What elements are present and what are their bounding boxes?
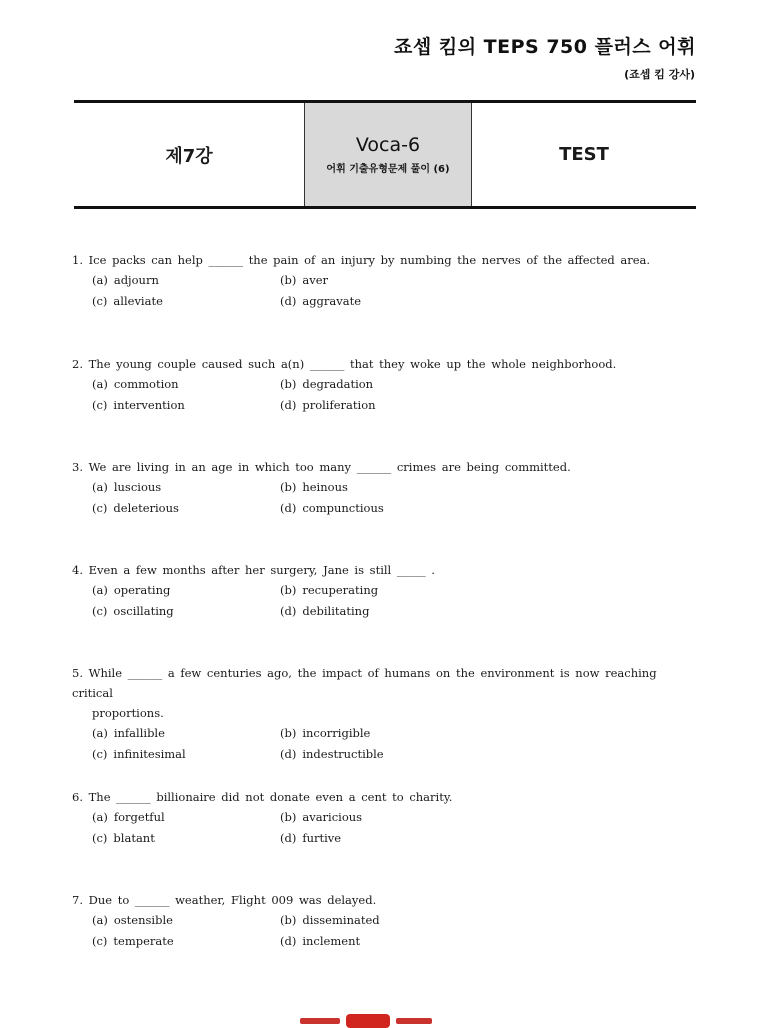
answer-option[interactable]: [92, 374, 280, 395]
voca-cell: [305, 103, 472, 206]
option-letter: (b): [280, 810, 297, 824]
question-item: [72, 890, 672, 952]
question-item: [72, 457, 672, 519]
option-text: forgetful: [113, 810, 165, 824]
answer-options: [72, 807, 672, 849]
answer-options: [72, 270, 672, 312]
footer-logo: [300, 1014, 470, 1028]
option-text: disseminated: [302, 913, 380, 927]
option-letter: (c): [92, 747, 108, 761]
answer-options: [72, 580, 672, 622]
option-text: adjourn: [113, 273, 159, 287]
answer-option[interactable]: [92, 580, 280, 601]
option-text: blatant: [113, 831, 155, 845]
answer-option[interactable]: [92, 395, 280, 416]
option-letter: (a): [92, 913, 108, 927]
option-text: proliferation: [302, 398, 376, 412]
option-letter: (c): [92, 604, 108, 618]
answer-option[interactable]: [92, 723, 280, 744]
question-stem: [72, 663, 672, 703]
answer-option[interactable]: [280, 498, 480, 519]
question-item: [72, 354, 672, 416]
question-number: 3.: [72, 460, 83, 474]
footer-logo-badge: [346, 1014, 390, 1028]
question-number: 4.: [72, 563, 83, 577]
question-text: While ______ a few centuries ago, the impact of humans on the environment is now reaching critical: [72, 666, 657, 700]
question-text: The young couple caused such a(n) ______ that they woke up the whole neighborhood.: [88, 357, 617, 371]
question-item: [72, 560, 672, 622]
answer-option[interactable]: [280, 270, 480, 291]
option-letter: (c): [92, 934, 108, 948]
lesson-number-cell: [74, 103, 305, 206]
option-letter: (d): [280, 604, 297, 618]
option-letter: (d): [280, 934, 297, 948]
option-text: intervention: [113, 398, 185, 412]
option-letter: (b): [280, 583, 297, 597]
option-text: operating: [113, 583, 171, 597]
option-text: temperate: [113, 934, 174, 948]
question-text: We are living in an age in which too many ______ crimes are being committed.: [88, 460, 571, 474]
answer-option[interactable]: [280, 828, 480, 849]
answer-option[interactable]: [280, 744, 480, 765]
question-item: [72, 787, 672, 849]
instructor-name: (죠셉 킴 강사): [624, 68, 695, 81]
option-letter: (c): [92, 501, 108, 515]
option-text: avaricious: [302, 810, 363, 824]
option-text: oscillating: [113, 604, 174, 618]
answer-option[interactable]: [280, 723, 480, 744]
option-letter: (d): [280, 831, 297, 845]
option-letter: (b): [280, 913, 297, 927]
answer-option[interactable]: [280, 580, 480, 601]
option-letter: (d): [280, 398, 297, 412]
answer-option[interactable]: [92, 291, 280, 312]
answer-options: [72, 910, 672, 952]
footer-logo-left: [300, 1018, 340, 1024]
answer-options: [72, 723, 672, 765]
option-text: furtive: [302, 831, 342, 845]
option-text: commotion: [113, 377, 179, 391]
option-letter: (c): [92, 294, 108, 308]
test-label-cell: [472, 103, 696, 206]
voca-title: Voca-6: [355, 134, 421, 156]
answer-option[interactable]: [280, 291, 480, 312]
option-text: alleviate: [113, 294, 163, 308]
answer-option[interactable]: [92, 477, 280, 498]
footer-logo-right: [396, 1018, 432, 1024]
answer-option[interactable]: [92, 601, 280, 622]
book-title: 죠셉 킴의 TEPS 750 플러스 어휘: [394, 36, 696, 58]
question-text-continuation: proportions.: [92, 706, 164, 720]
option-letter: (b): [280, 726, 297, 740]
question-stem: [72, 787, 672, 807]
question-text: Even a few months after her surgery, Jane is still _____ .: [88, 563, 435, 577]
answer-option[interactable]: [92, 807, 280, 828]
option-letter: (c): [92, 398, 108, 412]
lesson-number: 제7강: [165, 145, 213, 167]
option-letter: (a): [92, 810, 108, 824]
option-letter: (a): [92, 273, 108, 287]
option-letter: (b): [280, 273, 297, 287]
option-text: aver: [302, 273, 328, 287]
answer-options: [72, 477, 672, 519]
question-item: [72, 250, 672, 312]
question-number: 1.: [72, 253, 83, 267]
option-text: indestructible: [302, 747, 384, 761]
question-stem: [72, 250, 672, 270]
answer-option[interactable]: [280, 931, 480, 952]
option-text: aggravate: [302, 294, 362, 308]
question-text: The ______ billionaire did not donate even a cent to charity.: [88, 790, 453, 804]
option-letter: (d): [280, 294, 297, 308]
answer-option[interactable]: [92, 498, 280, 519]
question-item: [72, 663, 672, 765]
option-text: ostensible: [113, 913, 173, 927]
option-letter: (d): [280, 747, 297, 761]
option-text: debilitating: [302, 604, 370, 618]
option-text: degradation: [302, 377, 374, 391]
answer-option[interactable]: [280, 477, 480, 498]
answer-option[interactable]: [280, 374, 480, 395]
lesson-header-table: [74, 100, 696, 209]
answer-option[interactable]: [92, 744, 280, 765]
question-number: 6.: [72, 790, 83, 804]
option-text: inclement: [302, 934, 361, 948]
option-text: recuperating: [302, 583, 379, 597]
option-text: infallible: [113, 726, 165, 740]
question-text: Due to ______ weather, Flight 009 was delayed.: [88, 893, 377, 907]
question-stem: [72, 354, 672, 374]
answer-option[interactable]: [280, 395, 480, 416]
answer-option[interactable]: [92, 931, 280, 952]
answer-option[interactable]: [280, 807, 480, 828]
question-stem: [72, 890, 672, 910]
voca-subtitle: 어휘 기출유형문제 풀이 (6): [326, 164, 450, 175]
option-text: infinitesimal: [113, 747, 186, 761]
option-letter: (a): [92, 377, 108, 391]
option-letter: (d): [280, 501, 297, 515]
answer-option[interactable]: [280, 910, 480, 931]
option-text: deleterious: [113, 501, 179, 515]
option-letter: (a): [92, 480, 108, 494]
option-text: compunctious: [302, 501, 384, 515]
option-text: heinous: [302, 480, 348, 494]
question-text: Ice packs can help ______ the pain of an injury by numbing the nerves of the affected area.: [88, 253, 651, 267]
option-text: incorrigible: [302, 726, 371, 740]
answer-option[interactable]: [92, 828, 280, 849]
answer-options: [72, 374, 672, 416]
question-number: 7.: [72, 893, 83, 907]
option-letter: (b): [280, 377, 297, 391]
test-label: TEST: [559, 144, 609, 165]
question-number: 2.: [72, 357, 83, 371]
question-stem: [72, 560, 672, 580]
answer-option[interactable]: [280, 601, 480, 622]
question-number: 5.: [72, 666, 83, 680]
answer-option[interactable]: [92, 270, 280, 291]
question-stem: [72, 457, 672, 477]
answer-option[interactable]: [92, 910, 280, 931]
option-letter: (c): [92, 831, 108, 845]
option-text: luscious: [113, 480, 162, 494]
option-letter: (b): [280, 480, 297, 494]
option-letter: (a): [92, 583, 108, 597]
option-letter: (a): [92, 726, 108, 740]
